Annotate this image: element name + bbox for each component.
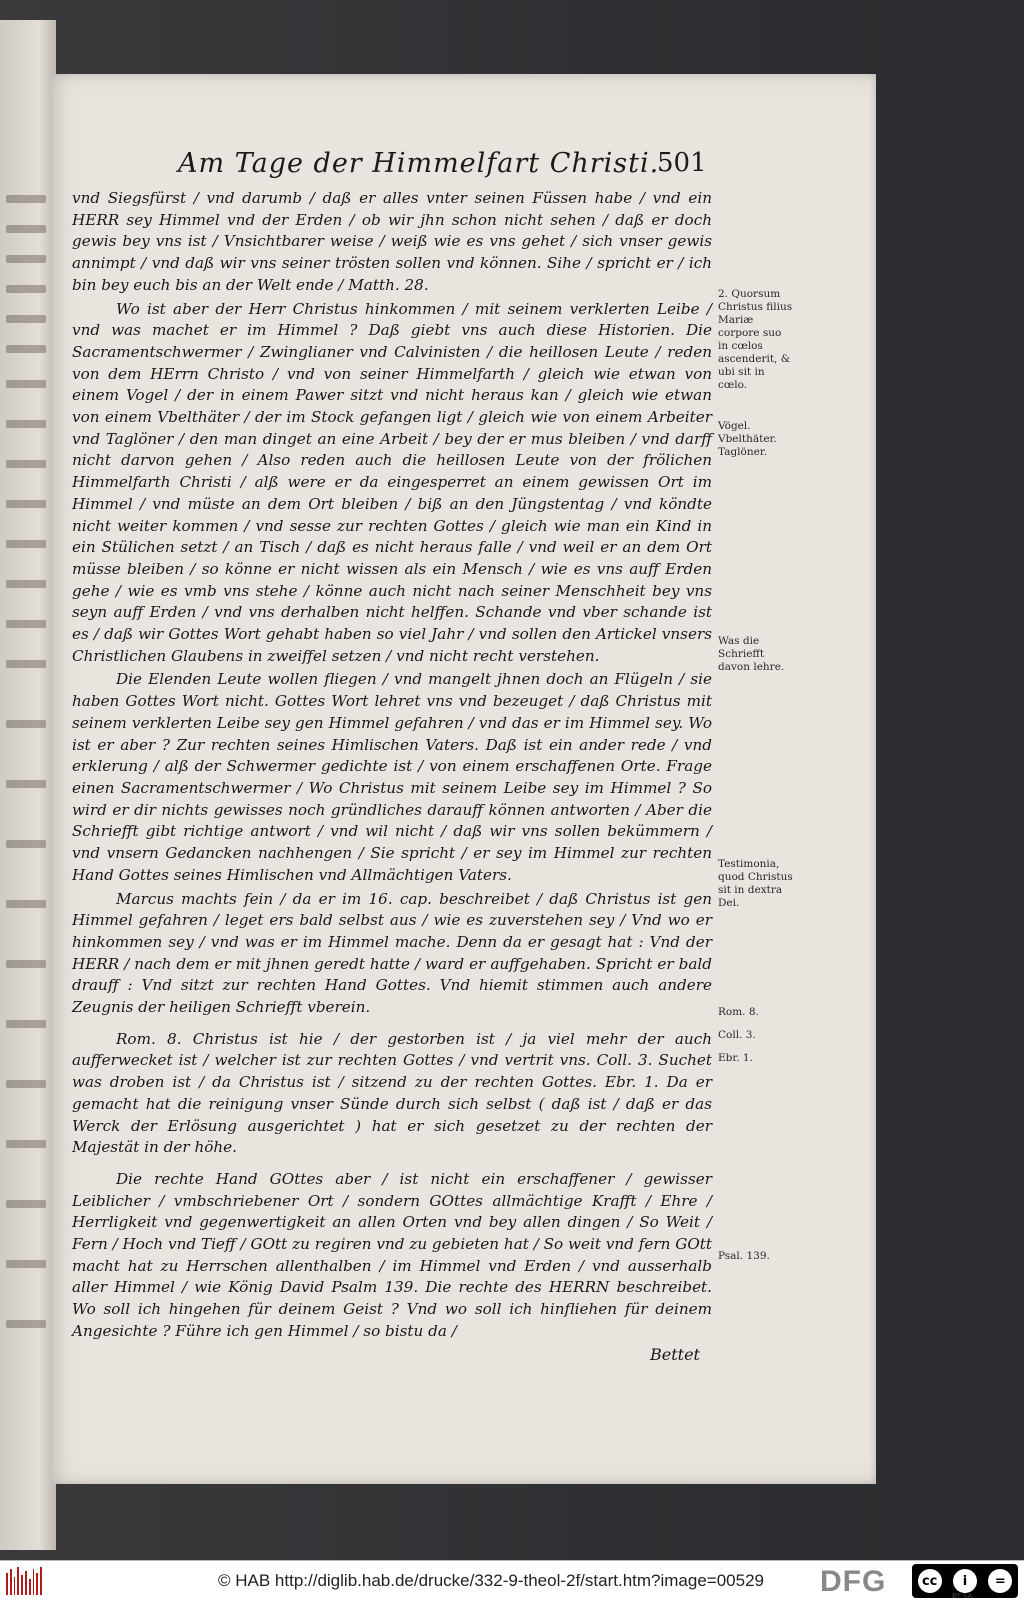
facing-page-edge: [0, 20, 56, 1550]
margin-note: Was die Schriefft davon lehre.: [718, 635, 785, 673]
margin-note: Vbelthäter.: [718, 433, 777, 445]
paragraph: Wo ist aber der Herr Christus hinkommen / mit seinem verklerten Leibe / vnd was machet er im Himmel ? Daß giebt vns auch diese Historien. Die Sacramentschwermer / Zwinglianer vnd Calvinisten / die heillosen Leute / reden von dem HErrn Christo / vnd von seiner Himmelfarth / gleich wie etwan von einem Vogel / der in einem Pawer sitzt vnd nicht heraus kan / gleich wie etwan von einem Vbelthäter / der im Stock gefangen ligt / gleich wie von einem Arbeiter vnd Taglöner / den man dinget an eine Arbeit / bey der er mus bleiben / vnd darff nicht darvon gehen / Also reden auch die heillosen Leute von der frölichen Himmelfarth Christi / alß were er da eingesperret an einem gewissen Ort im Himmel / vnd müste an dem Ort bleiben / biß an den Jüngstentag / vnd köndte nicht weiter kommen / vnd sesse zur rechten Gottes / gleich wie man ein Kind in ein Stülichen setzt / an Tisch / daß es nicht heraus falle / vnd weil er an dem Ort müsse bleiben / so könne er nicht wissen als ein Mensch / wie es vns auff Erden gehe / wie es vmb vns stehe / könne auch nicht nach seiner Menschheit bey vns seyn auff Erden / vnd vns derhalben nicht helffen. Schande vnd vber schande ist es / daß wir Gottes Wort gehabt haben so viel Jahr / vnd sollen den Artickel vnsers Christlichen Glaubens in zweiffel setzen / vnd nicht recht verstehen.: [72, 299, 712, 665]
paragraph: vnd Siegsfürst / vnd darumb / daß er alles vnter seinen Füssen habe / vnd ein HERR sey Himmel vnd der Erden / ob wir jhn schon nicht sehen / daß er doch gewis bey vns ist / Vnsichtbarer weise / weiß wie es vns gehet / sich vnser gewis annimpt / vnd daß wir vns seiner trösten sollen vnd können. Sihe / spricht er / ich bin bey euch bis an der Welt ende / Matth. 28.: [72, 189, 712, 294]
paragraph: Die rechte Hand GOttes aber / ist nicht ein erschaffener / gewisser Leiblicher / vmbschriebener Ort / sondern GOttes allmächtige Krafft / Ehre / Herrligkeit vnd gegenwertigkeit an allen Orten vnd bey allen dingen / So Weit / Fern / Hoch vnd Tieff / GOtt zu regiren vnd zu gebieten hat / So weit vnd fern GOtt macht hat zu Herrschen allenthalben / im Himmel vnd Erden / vnd ausserhalb aller Himmel / wie König David Psalm 139. Die rechte des HERRN beschreibet. Wo soll ich hingehen für deinem Geist ? Vnd wo soll ich hinfliehen für deinem Angesichte ? Führe ich gen Himmel / so bistu da /: [72, 1169, 712, 1340]
margin-note: Vögel.: [718, 420, 751, 432]
margin-note: Psal. 139.: [718, 1250, 770, 1262]
margin-note: Testimonia, quod Christus sit in dextra Dei.: [718, 858, 793, 909]
dfg-logo: DFG: [820, 1565, 887, 1598]
body-text: [72, 188, 712, 1345]
cc-icon: cc: [918, 1569, 942, 1593]
margin-note: 2. Quorsum Christus filius Mariæ corpore suo in cœlos ascenderit, & ubi sit in cœlo.: [718, 288, 793, 391]
catchword: Bettet: [650, 1345, 700, 1364]
source-link[interactable]: © HAB http://diglib.hab.de/drucke/332-9-theol-2f/start.htm?image=00529: [218, 1571, 764, 1590]
attribution-icon: i: [953, 1569, 977, 1593]
margin-note: Coll. 3.: [718, 1029, 756, 1041]
paragraph: Rom. 8. Christus ist hie / der gestorben ist / ja viel mehr der auch aufferwecket ist / welcher ist zur rechten Gottes / vnd vertrit vns. Coll. 3. Suchet was droben ist / da Christus ist / sitzend zu der rechten Gottes. Ebr. 1. Da er gemacht hat die reinigung vnser Sünde durch sich selbst ( daß ist / daß er das Werck der Erlösung ausgerichtet ) hat er sich gesetzet zu der rechten der Majestät in der höhe.: [72, 1029, 712, 1157]
margin-note: Rom. 8.: [718, 1006, 759, 1018]
license-labels: BY SA: [952, 1592, 973, 1600]
page-number: 501: [657, 148, 707, 178]
paragraph: Marcus machts fein / da er im 16. cap. beschreibet / daß Christus ist gen Himmel gefahren / leget ers bald selbst aus / wie es zuverstehen sey / Vnd wo er hinkommen sey / vnd was er im Himmel mache. Denn da er gesagt hat : Vnd der HERR / nach dem er mit jhnen geredt hatte / ward er auffgehaben. Spricht er bald drauff : Vnd sitzt zur rechten Hand Gottes. Vnd hiemit stimmen auch andere Zeugnis der heiligen Schriefft vberein.: [72, 889, 712, 1017]
paragraph: Die Elenden Leute wollen fliegen / vnd mangelt jhnen doch an Flügeln / sie haben Gottes Wort nicht. Gottes Wort lehret vns vnd bezeuget / daß Christus mit seinem verklerten Leibe sey gen Himmel gefahren / vnd das er im Himmel sey. Wo ist er aber ? Zur rechten seines Himlischen Vaters. Daß ist ein ander rede / vnd erklerung / alß der Schwermer gedichte ist / von einem erschaffenen Orte. Frage einen Sacramentschwermer / Wo Christus mit seinem Leibe sey im Himmel ? So wird er dir nichts gewisses noch gründliches darauff können antworten / Aber die Schriefft gibt richtige antwort / vnd wil nicht / daß wir vns sollen bekümmern / vnd vnsern Gedancken nachhengen / Sie spricht / er sey im Himmel zur rechten Hand Gottes seines Himlischen vnd Allmächtigen Vaters.: [72, 670, 712, 884]
margin-note: Ebr. 1.: [718, 1052, 753, 1064]
running-title: Am Tage der Himmelfart Christi.: [178, 148, 660, 179]
margin-note: Taglöner.: [718, 446, 768, 458]
share-alike-icon: =: [988, 1569, 1012, 1593]
viewer-footer: [0, 1560, 1024, 1602]
hab-logo-icon: [6, 1567, 42, 1595]
